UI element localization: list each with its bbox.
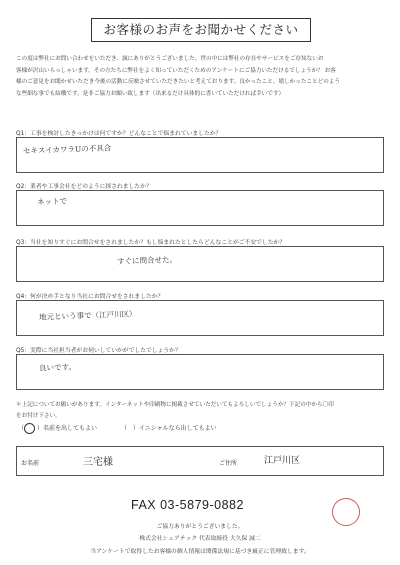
fax-number: FAX 03-5879-0882: [131, 498, 244, 512]
name-label: お名前: [21, 460, 40, 467]
option-name[interactable]: （ ）名前を出してもよい: [18, 425, 98, 432]
intro-line: この度は弊社にお問い合わせをいただき、誠にありがとうございました。世の中には弊社の存在やサービスをご存知ないお: [16, 56, 324, 62]
address-label: ご住所: [219, 460, 238, 467]
answer-4: 地元という事で（江戸川区）: [38, 309, 137, 322]
address-value: 江戸川区: [264, 456, 301, 466]
question-1: Q1：工事を検討したきっかけは何ですか？どんなことで悩まれていましたか？: [16, 131, 222, 137]
note-line: をお付け下さい。: [16, 413, 61, 419]
answer-box-2: [16, 190, 384, 226]
question-4: Q4：何が決め手となり当社にお問合せをされましたか？: [16, 294, 164, 300]
option-name-label: 名前を出してもよい: [43, 425, 98, 432]
answer-2: ネットで: [36, 196, 68, 207]
circle-mark-icon: [24, 423, 35, 434]
footer-privacy: 当アンケートで取得したお客様の個人情報は関係法規に基づき厳正に管理致します。: [90, 549, 310, 555]
name-address-box: [16, 446, 384, 476]
question-5: Q5：実際に当社担当者がお伺いしていかがでしたでしょうか？: [16, 348, 181, 354]
option-initial[interactable]: （ ）イニシャルなら出してもよい: [120, 425, 217, 432]
intro-line: な些細な事でも結構です。是非ご協力お願い致します（出来るだけ具体的に書いていただければ幸いです）: [16, 90, 285, 97]
answer-1: セキスイカワラUの不具合: [22, 143, 112, 156]
footer-company: 株式会社シェアテック 代表取締役 大久保 誠二: [139, 536, 261, 542]
option-initial-label: イニシャルなら出してもよい: [138, 425, 217, 432]
publish-note: [16, 400, 386, 422]
answer-box-5: [16, 354, 384, 390]
question-3: Q3：当社を知りすぐにお問合せをされましたか？もし悩まれたとしたらどんなことがご不安でしたか？: [16, 240, 286, 246]
company-seal-icon: [332, 498, 360, 526]
page-title: お客様のお声をお聞かせください: [91, 18, 311, 42]
intro-line: 客様が沢山いらっしゃいます。その方たちに弊社をよく知っていただくためのアンケートにご協力いただけるでしょうか？ お客: [16, 67, 336, 74]
note-line: ＊上記についてお願いがあります。インターネットや印刷物に掲載させていただいてもよろしいでしょうか？下記の中から〇印: [16, 402, 334, 408]
answer-5: 良いです。: [38, 362, 77, 373]
answer-box-1: [16, 137, 384, 173]
question-2: Q2：業者や工事会社をどのように探されましたか？: [16, 184, 152, 190]
intro-line: 様のご意見をお聞かせいただき今後の活動に反映させていただきたいと考えております。良かったこと、嬉しかったことどのよう: [16, 79, 340, 85]
answer-3: すぐに問合せた。: [116, 254, 178, 267]
answer-box-4: [16, 300, 384, 336]
answer-box-3: [16, 246, 384, 282]
intro-text: [16, 54, 386, 100]
name-value: 三宅様: [83, 457, 113, 468]
footer-thanks: ご協力ありがとうございました。: [156, 524, 244, 530]
publish-options: [18, 423, 217, 434]
